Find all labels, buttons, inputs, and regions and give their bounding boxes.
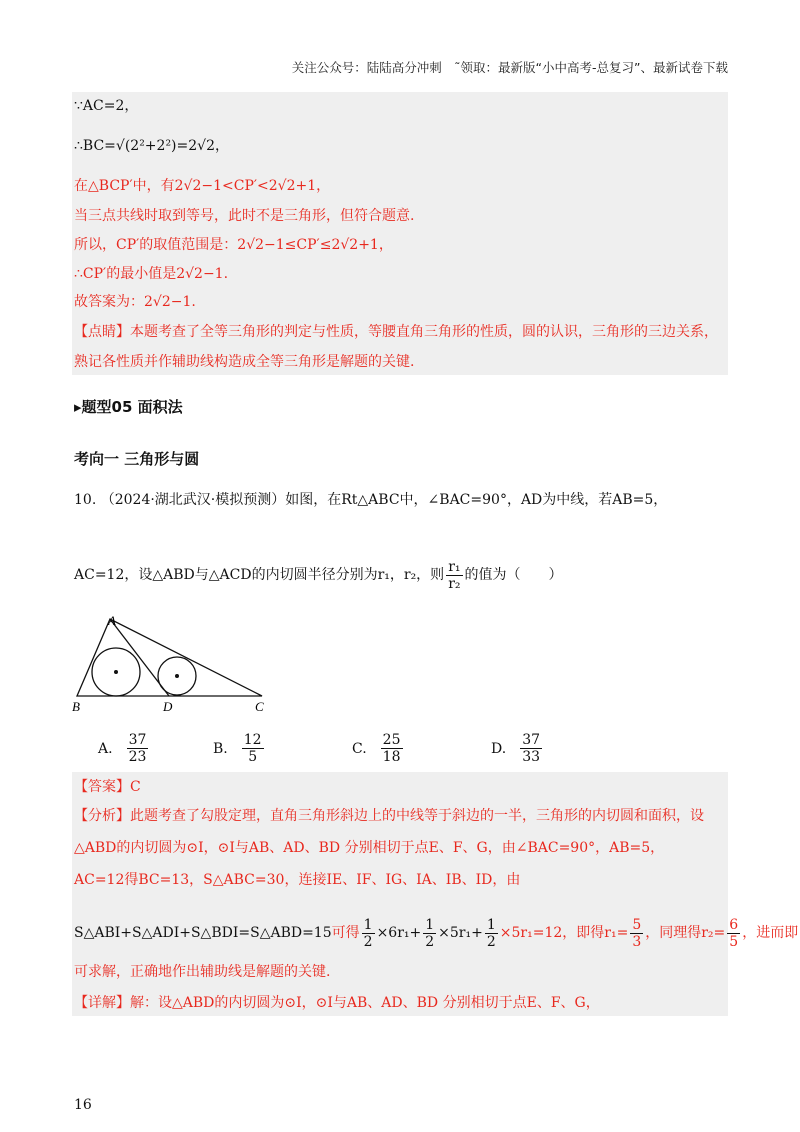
analysis-line-3: AC=12得BC=13，S△ABC=30，连接IE、IF、IG、IA、IB、ID，由 (74, 872, 521, 888)
option-b[interactable] (213, 732, 266, 765)
option-c[interactable] (352, 732, 405, 765)
comment-label: 【点睛】 (74, 324, 130, 340)
solution-line-6: ∴CP′的最小值是2√2−1. (74, 266, 229, 282)
analysis-line-1 (74, 806, 704, 826)
comment-line-1 (74, 322, 718, 342)
analysis-line-4 (74, 916, 798, 950)
option-d-letter: D. (491, 740, 507, 757)
solution-line-3: 在△BCP′中，有2√2−1<CP′<2√2+1， (74, 178, 331, 194)
analysis-text-1: 此题考查了勾股定理，直角三角形斜边上的中线等于斜边的一半，三角形的内切圆和面积，设 (130, 808, 704, 824)
half-num-3: 1 (486, 916, 496, 933)
option-c-letter: C. (352, 740, 367, 757)
half-fraction-3 (485, 917, 498, 950)
comment-text-1: 本题考查了全等三角形的判定与性质，等腰直角三角形的性质，圆的认识，三角形的三边关系， (130, 324, 718, 340)
label-d: D (163, 699, 173, 714)
option-a[interactable] (98, 732, 150, 765)
answer-label: 【答案】 (74, 779, 130, 795)
analysis-4b: 可得 (331, 925, 360, 941)
r2-num: 6 (729, 916, 739, 933)
solution-line-7: 故答案为：2√2−1. (74, 294, 196, 310)
solution-line-2: ∴BC=√(2²+2²)=2√2， (74, 138, 229, 154)
option-c-num: 25 (382, 732, 401, 748)
option-a-letter: A. (98, 740, 113, 757)
analysis-4g: ，进而即 (742, 925, 799, 941)
question-number: 10. (74, 492, 97, 508)
solution-line-4: 当三点共线时取到等号，此时不是三角形，但符合题意. (74, 208, 415, 224)
question-text-1: 如图，在Rt△ABC中，∠BAC=90°，AD为中线，若AB=5， (285, 492, 668, 508)
ratio-denominator: r₂ (448, 575, 461, 592)
r2-den: 5 (729, 933, 739, 950)
half-fraction-2 (423, 917, 436, 950)
label-c: C (255, 699, 264, 714)
analysis-4e: ×5r₁=12，即得r₁= (499, 925, 629, 941)
question-line-1 (74, 490, 667, 510)
half-num-1: 1 (363, 916, 373, 933)
option-a-den: 23 (128, 749, 147, 765)
option-b-den: 5 (248, 749, 258, 765)
section-title: ▸题型05 面积法 (74, 398, 183, 416)
half-den-3: 2 (486, 933, 496, 950)
option-d-fraction (520, 732, 542, 765)
incenter-acd (175, 674, 179, 678)
half-num-2: 1 (425, 916, 435, 933)
question-text-2a: AC=12，设△ABD与△ACD的内切圆半径分别为r₁，r₂，则 (74, 567, 445, 583)
label-a: A (108, 613, 116, 628)
comment-line-2: 熟记各性质并作辅助线构造成全等三角形是解题的关键. (74, 354, 415, 370)
option-a-num: 37 (128, 732, 147, 748)
question-source: （2024·湖北武汉·模拟预测） (100, 492, 286, 508)
question-line-2 (74, 558, 563, 592)
r1-den: 3 (632, 933, 642, 950)
r1-fraction (630, 917, 643, 950)
page-header: 关注公众号：陆陆高分冲刺 ˜领取：最新版“小中高考-总复习”、最新试卷下载 (291, 60, 728, 75)
option-b-letter: B. (213, 740, 228, 757)
label-b: B (72, 699, 80, 714)
detail-text: 解：设△ABD的内切圆为⊙I，⊙I与AB、AD、BD 分别相切于点E、F、G， (130, 995, 600, 1011)
detail-label: 【详解】 (74, 995, 130, 1011)
triangle-abc (77, 619, 262, 696)
page-number: 16 (74, 1097, 92, 1113)
ratio-fraction (446, 559, 462, 592)
option-d[interactable] (491, 732, 544, 765)
detail-line (74, 993, 600, 1013)
analysis-line-2: △ABD的内切圆为⊙I，⊙I与AB、AD、BD 分别相切于点E、F、G，由∠BAC=90°，AB=5， (74, 840, 665, 856)
option-b-num: 12 (243, 732, 262, 748)
half-fraction-1 (362, 917, 375, 950)
half-den-2: 2 (425, 933, 435, 950)
analysis-4c: ×6r₁+ (376, 925, 422, 941)
half-den-1: 2 (363, 933, 373, 950)
incenter-abd (114, 670, 118, 674)
r1-num: 5 (632, 916, 642, 933)
triangle-figure (66, 610, 276, 720)
subsection-title: 考向一 三角形与圆 (74, 450, 200, 468)
analysis-line-5: 可求解，正确地作出辅助线是解题的关键. (74, 964, 331, 980)
solution-line-1: ∵AC=2， (74, 98, 139, 114)
question-text-2b: 的值为（ ） (464, 567, 563, 583)
option-b-fraction (242, 732, 264, 765)
answer-line (74, 777, 141, 797)
option-d-den: 33 (522, 749, 541, 765)
option-c-fraction (381, 732, 403, 765)
option-a-fraction (127, 732, 149, 765)
option-c-den: 18 (382, 749, 401, 765)
analysis-4d: ×5r₁+ (438, 925, 483, 941)
solution-line-5: 所以，CP′的取值范围是：2√2−1≤CP′≤2√2+1， (74, 237, 393, 253)
analysis-label: 【分析】 (74, 808, 130, 824)
ratio-numerator: r₁ (448, 558, 461, 575)
option-d-num: 37 (522, 732, 541, 748)
r2-fraction (727, 917, 740, 950)
answer-value: C (130, 779, 141, 795)
analysis-4f: ，同理得r₂= (645, 925, 726, 941)
area-sum-equation: S△ABI+S△ADI+S△BDI=S△ABD=15 (74, 925, 332, 941)
